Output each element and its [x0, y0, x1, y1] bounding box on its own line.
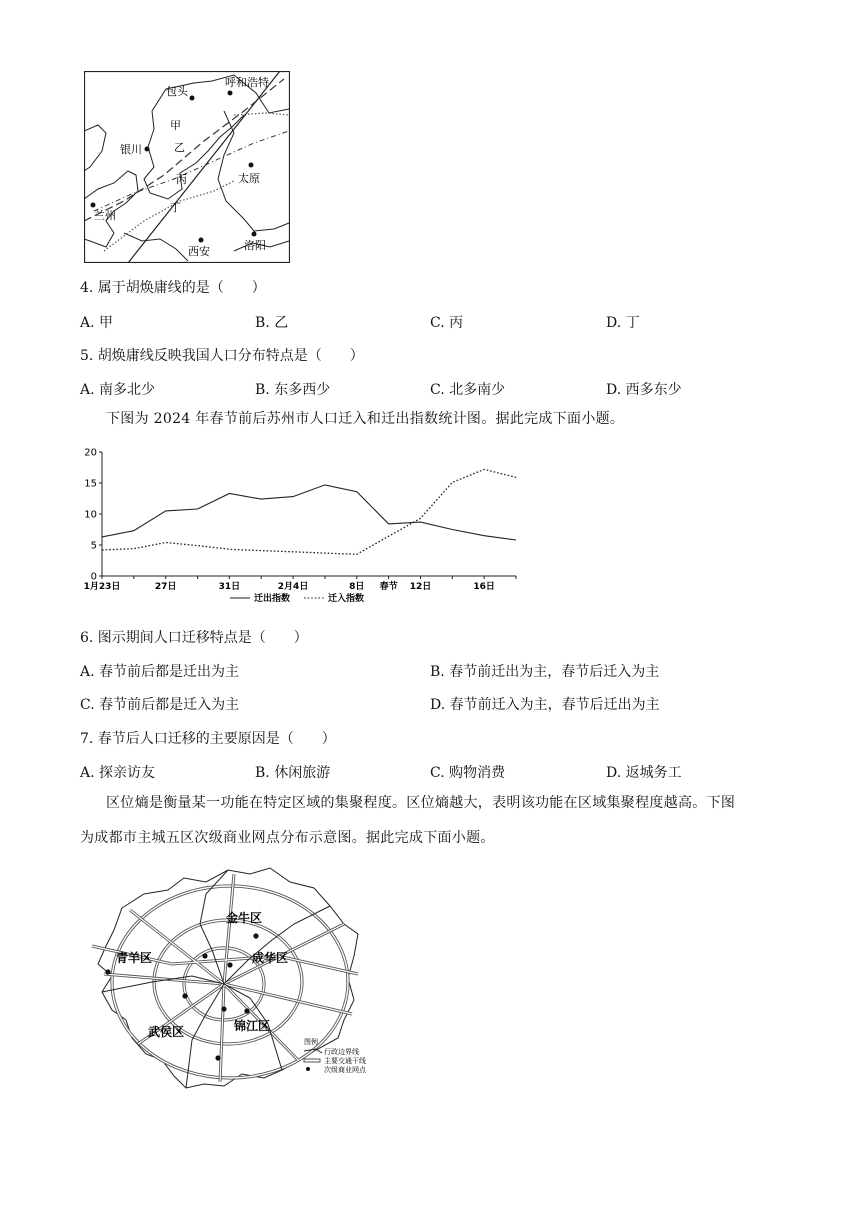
- chengdu-commercial-map: [82, 864, 372, 1092]
- q6-option-d: D. 春节前迁入为主，春节后迁出为主: [430, 697, 660, 713]
- question-7-stem: 7. 春节后人口迁移的主要原因是（ ）: [80, 731, 336, 747]
- x-tick-label: 27日: [154, 582, 177, 592]
- city-label-luoyang: 洛阳: [244, 239, 266, 252]
- city-dot: [145, 147, 150, 152]
- q5-option-c: C. 北多南少: [430, 382, 506, 398]
- map-legend: [304, 1037, 367, 1074]
- legend-point-symbol: [306, 1067, 310, 1071]
- legend-boundary-label: 行政边界线: [324, 1048, 359, 1056]
- city-label-hohhot: 呼和浩特: [225, 76, 269, 89]
- intro-paragraph-1: 下图为 2024 年春节前后苏州市人口迁入和迁出指数统计图。据此完成下面小题。: [106, 411, 625, 427]
- question-5-stem: 5. 胡焕庸线反映我国人口分布特点是（ ）: [80, 348, 364, 364]
- x-tick-label: 31日: [218, 582, 241, 592]
- hu-huanyong-map: [84, 71, 290, 263]
- line-label-bing: 丙: [176, 173, 187, 186]
- legend-road-label: 主要交通干线: [324, 1057, 366, 1065]
- district-label-wuhou: 武侯区: [148, 1025, 185, 1039]
- x-tick-label: 8日: [349, 582, 365, 592]
- city-label-lanzhou: 兰州: [94, 209, 116, 222]
- city-dot: [91, 203, 96, 208]
- q6-option-a: A. 春节前后都是迁出为主: [80, 664, 240, 680]
- q5-option-a: A. 南多北少: [80, 382, 156, 398]
- x-tick-label: 1月23日: [83, 582, 121, 592]
- district-label-jinjiang: 锦江区: [234, 1019, 271, 1033]
- legend-label-in: 迁入指数: [328, 594, 365, 604]
- q4-option-c: C. 丙: [430, 315, 464, 331]
- city-dot: [199, 238, 204, 243]
- district-label-qingyang: 青羊区: [116, 951, 153, 965]
- city-label-xian: 西安: [188, 245, 210, 258]
- question-6-stem: 6. 图示期间人口迁移特点是（ ）: [80, 630, 308, 646]
- x-tick-label: 12日: [409, 582, 432, 592]
- q6-option-c: C. 春节前后都是迁入为主: [80, 697, 240, 713]
- city-dot: [190, 96, 195, 101]
- legend-label-out: 迁出指数: [254, 594, 291, 604]
- q4-option-a: A. 甲: [80, 315, 114, 331]
- y-tick-label: 15: [84, 478, 97, 490]
- q6-option-b: B. 春节前迁出为主，春节后迁入为主: [430, 664, 660, 680]
- series-line-out: [102, 485, 516, 540]
- x-tick-label: 春节: [379, 582, 398, 592]
- legend-title: 图例: [304, 1038, 318, 1046]
- q7-option-d: D. 返城务工: [606, 765, 682, 781]
- q7-option-c: C. 购物消费: [430, 765, 506, 781]
- line-label-jia: 甲: [170, 119, 181, 132]
- migration-index-chart: [80, 444, 525, 608]
- city-label-taiyuan: 太原: [238, 172, 260, 185]
- city-label-baotou: 包头: [166, 85, 188, 98]
- y-tick-label: 10: [84, 509, 97, 521]
- city-dot: [249, 163, 254, 168]
- legend-point-label: 次级商业网点: [324, 1066, 366, 1074]
- x-tick-label: 2月4日: [277, 582, 309, 592]
- q7-option-a: A. 探亲访友: [80, 765, 156, 781]
- district-label-jinniu: 金牛区: [226, 911, 263, 925]
- q5-option-d: D. 西多东少: [606, 382, 682, 398]
- intro-paragraph-2-line-2: 为成都市主城五区次级商业网点分布示意图。据此完成下面小题。: [80, 830, 495, 846]
- y-tick-label: 20: [84, 447, 97, 459]
- y-tick-label: 0: [90, 571, 97, 583]
- line-label-ding: 丁: [170, 201, 181, 214]
- x-tick-label: 16日: [473, 582, 495, 592]
- q5-option-b: B. 东多西少: [255, 382, 331, 398]
- line-label-yi: 乙: [174, 141, 185, 154]
- intro-paragraph-2-line-1: 区位熵是衡量某一功能在特定区域的集聚程度。区位熵越大，表明该功能在区域集聚程度越高。下图: [106, 795, 736, 811]
- district-label-chenghua: 成华区: [252, 951, 289, 965]
- y-tick-label: 5: [90, 540, 97, 552]
- q7-option-b: B. 休闲旅游: [255, 765, 331, 781]
- legend-road-symbol: [304, 1059, 320, 1062]
- q4-option-d: D. 丁: [606, 315, 640, 331]
- q4-option-b: B. 乙: [255, 315, 289, 331]
- city-dot: [228, 91, 233, 96]
- city-label-yinchuan: 银川: [120, 143, 142, 156]
- city-dot: [252, 232, 257, 237]
- question-4-stem: 4. 属于胡焕庸线的是（ ）: [80, 280, 266, 296]
- map-frame: [85, 72, 290, 263]
